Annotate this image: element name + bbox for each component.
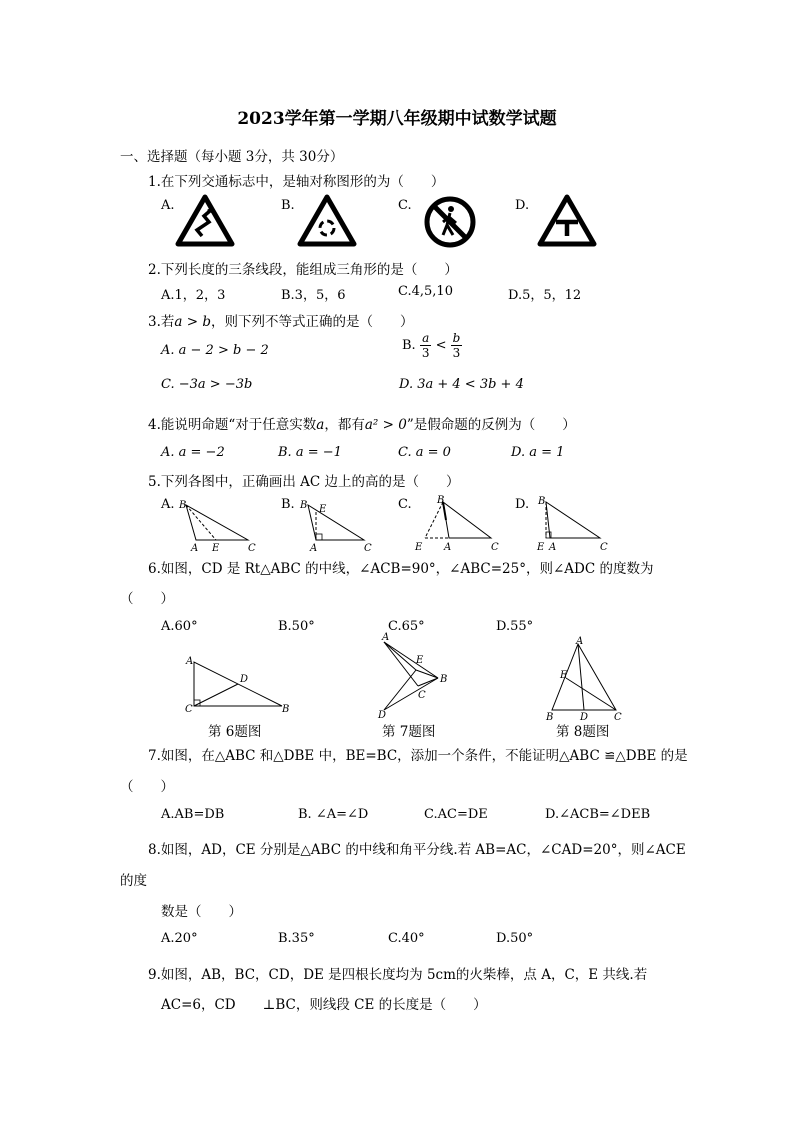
label-a: A	[576, 636, 584, 647]
q6-option-a: A.60°	[161, 619, 198, 634]
question-1: 1.在下列交通标志中，是轴对称图形的为（ ）	[148, 174, 445, 190]
label-e: E	[212, 543, 220, 553]
label-c: C	[364, 543, 372, 553]
label-d: D	[378, 710, 387, 720]
q6-option-b: B.50°	[278, 619, 315, 634]
question-8: 8.如图，AD，CE 分别是△ABC 的中线和角平分线.若 AB=AC，∠CAD=20°，则∠ACE	[148, 842, 686, 858]
q5-option-a: A.	[161, 497, 175, 512]
q7-option-b: B. ∠A=∠D	[298, 807, 369, 822]
question-9-cont: AC=6，CD ⊥BC，则线段 CE 的长度是（ ）	[161, 997, 487, 1013]
label-e: E	[416, 655, 424, 666]
label-e: E	[560, 670, 568, 681]
figure-7-caption: 第 7题图	[382, 724, 436, 740]
q2-option-b: B.3，5，6	[281, 288, 346, 303]
sign-no-pedestrian-icon	[423, 195, 477, 249]
q4-option-a: A. a = −2	[161, 445, 225, 460]
figure-8	[540, 636, 632, 722]
label-b: B	[300, 500, 308, 511]
figure-8-caption: 第 8题图	[556, 724, 610, 740]
q8-option-a: A.20°	[161, 931, 198, 946]
question-8-cont2: 数是（ ）	[161, 904, 242, 920]
label-c: C	[614, 712, 622, 722]
sign-roundabout-icon	[297, 194, 357, 248]
question-4: 4.能说明命题“对于任意实数a，都有a² > 0”是假命题的反例为（ ）	[148, 417, 576, 433]
q3-option-d: D. 3a + 4 < 3b + 4	[399, 377, 524, 392]
q3-option-c: C. −3a > −3b	[161, 377, 253, 392]
figure-6-caption: 第 6题图	[208, 724, 262, 740]
question-7: 7.如图，在△ABC 和△DBE 中，BE=BC，添加一个条件，不能证明△ABC ≌△DBE 的是	[148, 748, 688, 764]
q6-option-d: D.55°	[496, 619, 534, 634]
q5-option-d: D.	[515, 497, 530, 512]
question-9: 9.如图，AB，BC，CD，DE 是四根长度均为 5cm的火柴棒，点 A，C，E 共线.若	[148, 967, 648, 983]
label-c: C	[418, 690, 426, 701]
q3-option-b: B. $\frac{a}{3}$ < $\frac{b}{3}$	[402, 331, 461, 360]
q7-option-a: A.AB=DB	[161, 807, 225, 822]
section-heading: 一、选择题（每小题 3分，共 30分）	[120, 149, 344, 165]
label-e: E	[319, 504, 327, 515]
question-3: 3.若a > b，则下列不等式正确的是（ ）	[148, 314, 414, 330]
label-c: C	[491, 542, 499, 553]
label-b: B	[282, 704, 290, 715]
q5-figure-b	[296, 495, 376, 553]
q2-option-d: D.5，5，12	[508, 288, 582, 303]
label-a: A	[382, 632, 390, 643]
page-title: 2023学年第一学期八年级期中试数学试题	[237, 109, 557, 129]
label-b: B	[179, 500, 187, 511]
sign-curve-icon	[175, 194, 235, 248]
label-a: A	[444, 542, 452, 553]
q5-option-c: C.	[398, 497, 412, 512]
q2-option-c: C.4,5,10	[398, 284, 453, 299]
label-e: E	[537, 542, 545, 553]
question-2: 2.下列长度的三条线段，能组成三角形的是（ ）	[148, 262, 458, 278]
question-6-paren: （ ）	[120, 591, 174, 607]
question-5: 5.下列各图中，正确画出 AC 边上的高的是（ ）	[148, 474, 460, 490]
q5-figure-a	[176, 495, 256, 553]
q4-option-b: B. a = −1	[278, 445, 342, 460]
q4-option-d: D. a = 1	[511, 445, 565, 460]
q1-option-c: C.	[398, 198, 412, 213]
q7-option-d: D.∠ACB=∠DEB	[545, 807, 651, 822]
label-c: C	[248, 543, 256, 553]
q2-option-a: A.1，2，3	[161, 288, 226, 303]
label-e: E	[415, 542, 423, 553]
question-6: 6.如图，CD 是 Rt△ABC 的中线，∠ACB=90°，∠ABC=25°，则∠ADC 的度数为	[148, 561, 654, 577]
label-b: B	[538, 496, 546, 507]
q8-option-d: D.50°	[496, 931, 534, 946]
q1-option-b: B.	[281, 198, 295, 213]
label-d: D	[580, 712, 589, 722]
label-b: B	[546, 712, 554, 722]
label-b: B	[440, 674, 448, 685]
label-b: B	[437, 495, 445, 506]
q5-option-b: B.	[281, 497, 295, 512]
label-a: A	[186, 656, 194, 667]
q3-option-a: A. a − 2 > b − 2	[161, 343, 269, 358]
figure-6	[180, 650, 292, 716]
question-8-cont: 的度	[120, 873, 147, 889]
q6-option-c: C.65°	[388, 619, 425, 634]
label-a: A	[549, 542, 557, 553]
label-a: A	[191, 543, 199, 553]
label-c: C	[600, 542, 608, 553]
q1-option-d: D.	[515, 198, 530, 213]
question-7-paren: （ ）	[120, 779, 174, 795]
q4-option-c: C. a = 0	[398, 445, 451, 460]
label-a: A	[310, 543, 318, 553]
q5-figure-c	[413, 492, 505, 554]
q8-option-c: C.40°	[388, 931, 425, 946]
q7-option-c: C.AC=DE	[424, 807, 488, 822]
q8-option-b: B.35°	[278, 931, 315, 946]
figure-7	[372, 630, 462, 720]
sign-t-junction-icon	[537, 194, 597, 248]
label-d: D	[240, 674, 249, 685]
q5-figure-d	[532, 492, 612, 554]
label-c: C	[185, 704, 193, 715]
q1-option-a: A.	[161, 198, 175, 213]
